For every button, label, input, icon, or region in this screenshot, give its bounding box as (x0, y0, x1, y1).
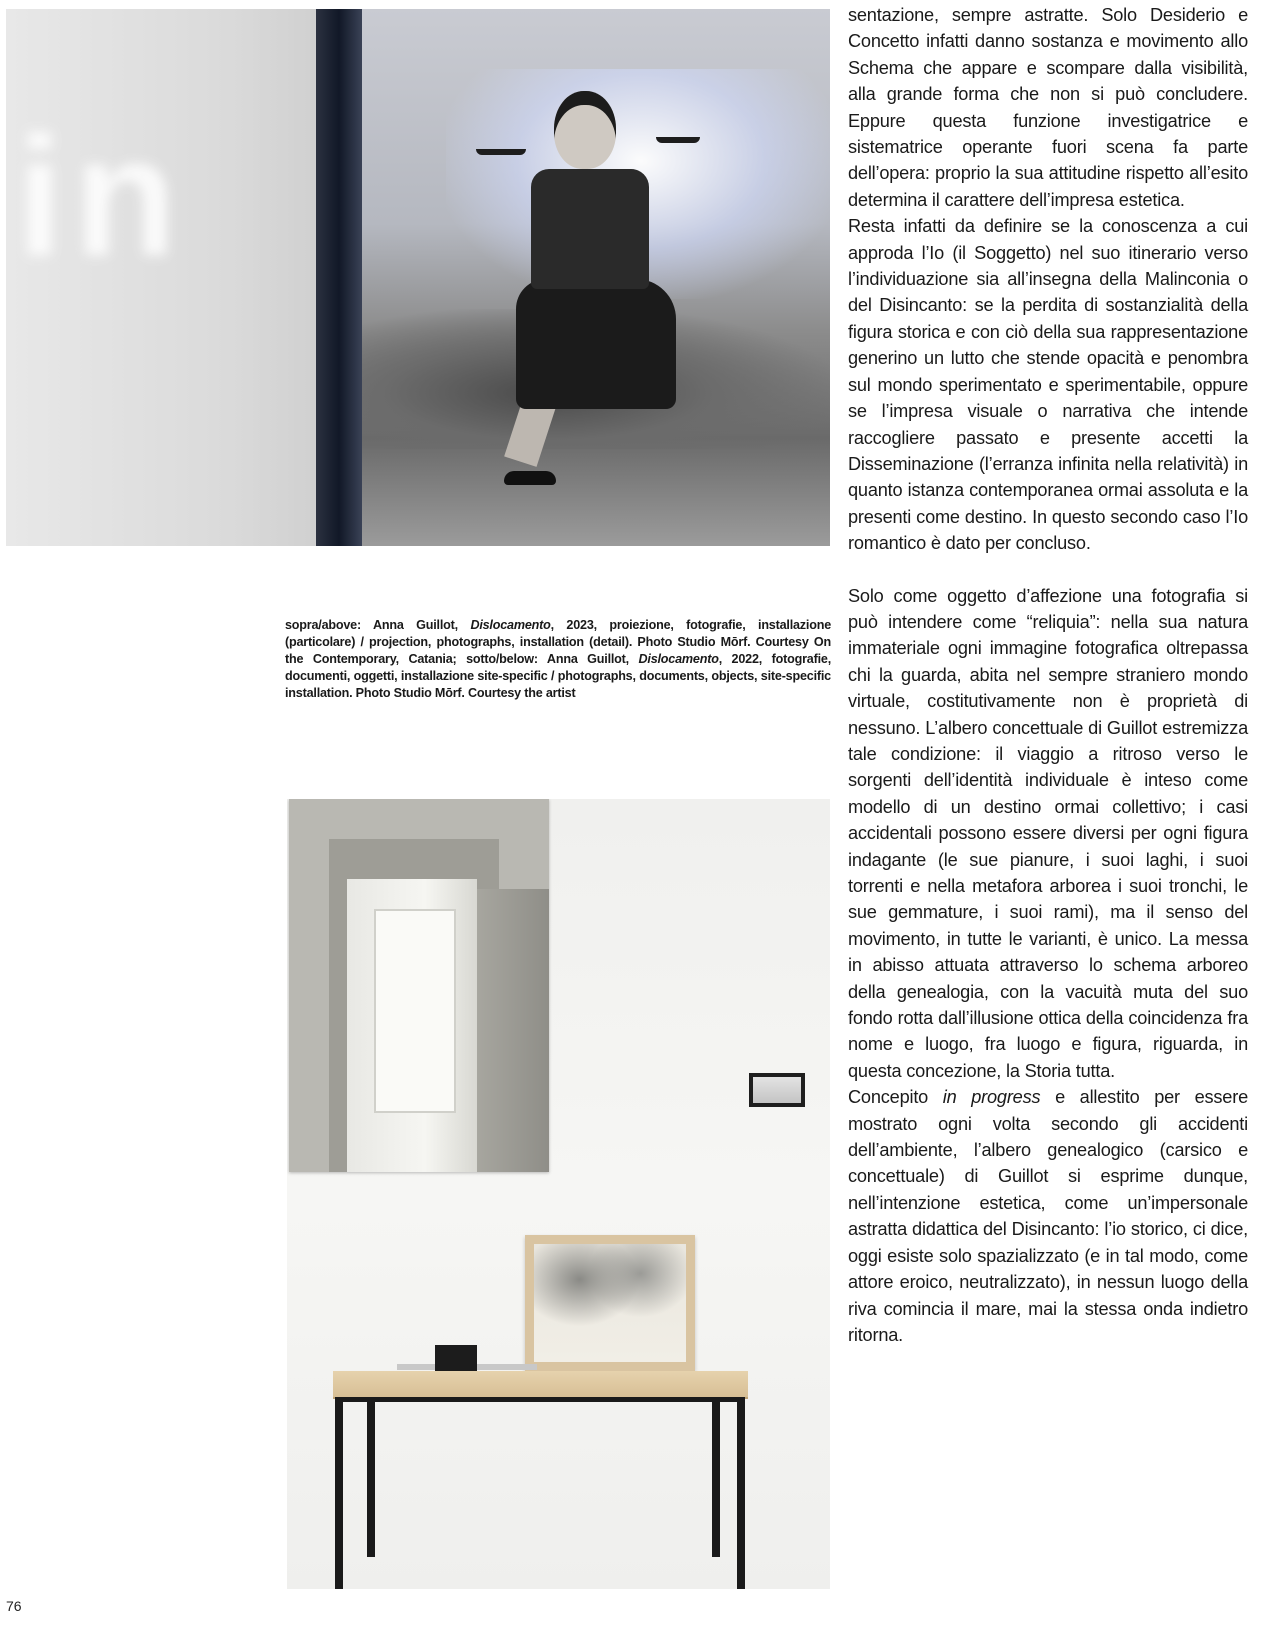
caption-title-1: Dislocamento (470, 618, 551, 632)
page-number: 76 (6, 1598, 22, 1614)
caption-text-2: , 2023, proiezione, fotografie, installazione (particolare) / projection, photographs, installation (detail). Photo Studio Mōrf. Courtesy On the Contemporary, Catania; sotto/below: Anna Guillot, (285, 618, 831, 666)
article-body (848, 2, 1248, 1348)
nautical-map (534, 1244, 686, 1362)
caption-title-2: Dislocamento (638, 652, 719, 666)
door-panel (374, 909, 456, 1113)
figure-shoe (504, 471, 556, 485)
door-leaf (477, 889, 549, 1172)
figure-skirt (516, 279, 676, 409)
projected-letters: in (16, 102, 188, 292)
paragraph: Resta infatti da definire se la conoscenza a cui approda l’Io (il Soggetto) nel suo itinerario verso l’individuazione sia all’insegna della Malinconia o del Disincanto: se la perdita di sostanzialità della figura storica e con ciò della sua rappresentazione generino un lutto che stende opacità e penombra sul mondo sperimentato e sperimentabile, oppure se l’impresa visuale o narrativa che intende raccogliere passato e presente accetti la Disseminazione (l’erranza infinita nella relatività) in quanto istanza contemporanea ormai assoluta e la presenti come destino. In questo secondo caso l’Io romantico è dato per concluso. (848, 216, 1248, 554)
large-photo-doorway (289, 799, 549, 1172)
figure-torso (531, 169, 649, 289)
small-framed-photo (749, 1073, 805, 1107)
paragraph-text: Concepito (848, 1087, 943, 1108)
black-box (435, 1345, 477, 1371)
table-rail (335, 1397, 745, 1402)
boat-left (476, 149, 526, 155)
photo-installation (287, 799, 830, 1589)
paragraph: Solo come oggetto d’affezione una fotografia si può intendere come “reliquia”: nella sua natura immateriale ogni immagine fotografica oltrepassa chi la guarda, abita nel sempre straniero mondo virtuale, costitutivamente non è proprietà di nessuno. L’albero concettuale di Guillot estremizza tale condizione: il viaggio a ritroso verso le sorgenti dell’identità individuale è inteso come modello di un destino ormai collettivo; i casi accidentali possono essere diversi per ogni figura indagante (le sue pianure, i suoi laghi, i suoi torrenti e nella metafora arborea i suoi tronchi, le sue gemmature, i suoi rami), ma il senso del movimento, in tutte le varianti, è unico. La messa in abisso attuata attraverso lo schema arboreo della genealogia, con la vacuità muta del suo fondo rotta dall’illusione ottica della coincidenza fra nome e luogo, fra luogo e figura, riguarda, in questa concezione, la Storia tutta. (848, 585, 1248, 1081)
table-leg (737, 1397, 745, 1589)
photo-projection (6, 9, 830, 546)
wall-seam (316, 9, 362, 546)
table-leg (335, 1397, 343, 1589)
framed-map (525, 1235, 695, 1371)
boat-right (656, 137, 700, 143)
paragraph: sentazione, sempre astratte. Solo Desiderio e Concetto infatti danno sostanza e movimento allo Schema che appare e scompare dalla visibilità, alla grande forma che non si può concludere. Eppure questa funzione investigatrice e sistematrice operante fuori scena fa parte dell’opera: proprio la sua attitudine rispetto all’esito determina il carattere dell’impresa estetica. (848, 5, 1248, 210)
paragraph (848, 1084, 1248, 1348)
caption-text-1: sopra/above: Anna Guillot, (285, 618, 471, 632)
table-top (333, 1371, 748, 1399)
table-leg (712, 1397, 720, 1557)
paragraph-italic: in progress (942, 1087, 1041, 1108)
figure-head (554, 91, 616, 169)
photo-caption (285, 617, 831, 702)
paragraph-text: e allestito per essere mostrato ogni volta secondo gli accidenti dell’ambiente, l’albero genealogico (carsico e concettuale) di Guillot si esprime dunque, nell’intenzione estetica, come un’impersonale astratta didattica del Disincanto: l’io storico, ci dice, oggi esiste solo spazializzato (e in tal modo, come attore eroico, neutralizzato), in nessun luogo della riva comincia il mare, mai la stessa onda indietro ritorna. (848, 1087, 1248, 1345)
caption-text-3: , 2022, fotografie, documenti, oggetti, installazione site-specific / photographs, documents, objects, site-specific installation. Photo Studio Mōrf. Courtesy the artist (285, 652, 832, 700)
table-leg (367, 1397, 375, 1557)
